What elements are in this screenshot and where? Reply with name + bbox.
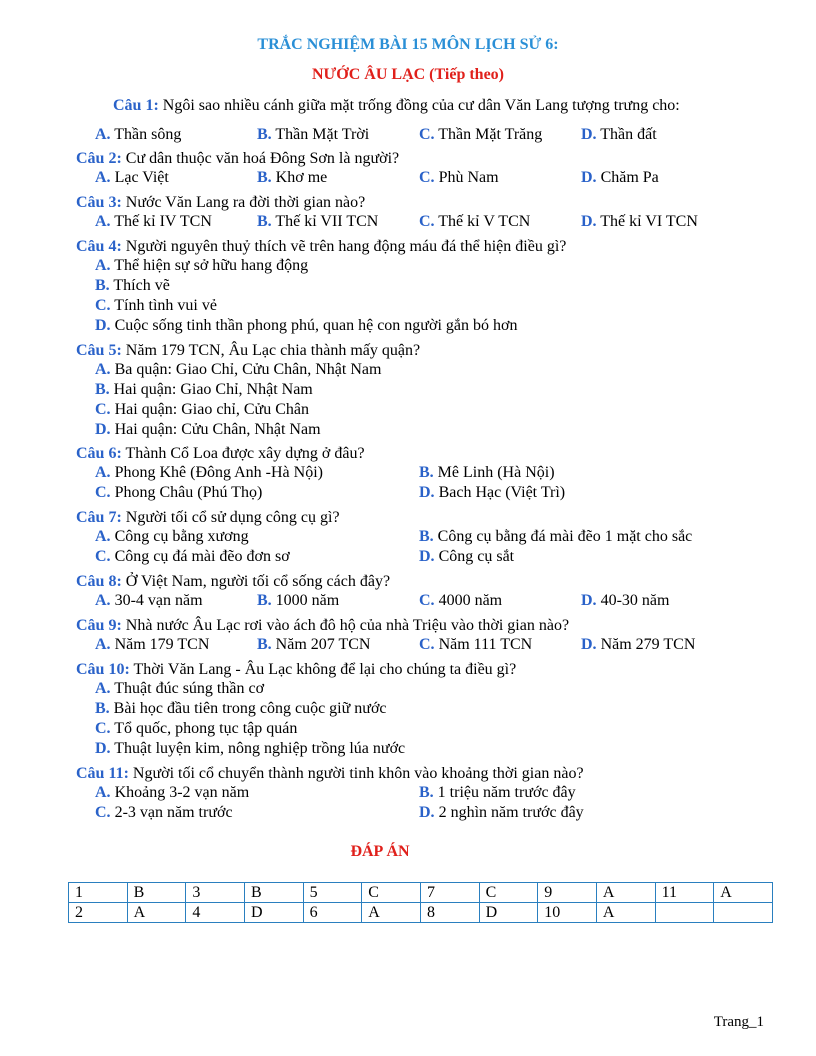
option-letter: C. xyxy=(95,401,111,418)
option-c xyxy=(419,169,499,187)
option-text: Mê Linh (Hà Nội) xyxy=(437,464,555,481)
answer-cell: 9 xyxy=(538,883,597,903)
option-text: Thần sông xyxy=(114,126,182,143)
question-2 xyxy=(76,149,399,169)
option-text: 30-4 vạn năm xyxy=(114,592,203,609)
option-b xyxy=(95,381,313,399)
option-letter: A. xyxy=(95,169,111,186)
option-text: Hai quận: Cửu Chân, Nhật Nam xyxy=(114,421,321,438)
question-1 xyxy=(113,96,680,116)
option-c xyxy=(419,636,532,654)
option-letter: D. xyxy=(419,804,435,821)
option-d xyxy=(581,592,669,610)
answer-cell: A xyxy=(596,883,655,903)
option-text: Công cụ bằng đá mài đẽo 1 mặt cho sắc xyxy=(437,528,693,545)
question-text: Người nguyên thuỷ thích vẽ trên hang động máu đá thể hiện điều gì? xyxy=(125,238,567,255)
answer-cell: C xyxy=(362,883,421,903)
option-text: Công cụ sắt xyxy=(438,548,515,565)
option-text: 1000 năm xyxy=(275,592,340,609)
option-letter: D. xyxy=(95,740,111,757)
option-text: 40-30 năm xyxy=(600,592,670,609)
question-3 xyxy=(76,193,365,213)
option-letter: D. xyxy=(581,213,597,230)
option-letter: D. xyxy=(95,421,111,438)
option-text: Khơ me xyxy=(275,169,328,186)
question-text: Người tối cổ sử dụng công cụ gì? xyxy=(125,509,340,526)
option-b xyxy=(95,277,170,295)
option-letter: D. xyxy=(95,317,111,334)
option-letter: D. xyxy=(581,126,597,143)
option-text: Thế kỉ VI TCN xyxy=(600,213,698,230)
option-b xyxy=(419,784,576,802)
question-text: Năm 179 TCN, Âu Lạc chia thành mấy quận? xyxy=(125,342,421,359)
option-c xyxy=(95,297,217,315)
option-a xyxy=(95,169,169,187)
option-text: Cuộc sống tinh thần phong phú, quan hệ con người gắn bó hơn xyxy=(114,317,518,334)
option-letter: B. xyxy=(257,169,272,186)
option-text: Năm 279 TCN xyxy=(600,636,696,653)
option-text: Năm 179 TCN xyxy=(114,636,210,653)
question-4 xyxy=(76,237,566,257)
page-subtitle: NƯỚC ÂU LẠC (Tiếp theo) xyxy=(312,66,504,83)
option-letter: C. xyxy=(95,484,111,501)
option-text: Công cụ đá mài đẽo đơn sơ xyxy=(114,548,290,565)
option-text: Khoảng 3-2 vạn năm xyxy=(114,784,250,801)
answer-cell: A xyxy=(714,883,773,903)
option-d xyxy=(581,636,695,654)
option-d xyxy=(581,126,657,144)
option-letter: B. xyxy=(257,636,272,653)
answer-cell: 1 xyxy=(69,883,128,903)
option-b xyxy=(257,169,327,187)
option-letter: A. xyxy=(95,528,111,545)
answer-cell: D xyxy=(244,903,303,923)
option-letter: A. xyxy=(95,361,111,378)
answer-cell: 6 xyxy=(303,903,362,923)
answer-cell: 2 xyxy=(69,903,128,923)
answer-cell: A xyxy=(596,903,655,923)
option-letter: B. xyxy=(95,277,110,294)
question-text: Thời Văn Lang - Âu Lạc không để lại cho chúng ta điều gì? xyxy=(133,661,517,678)
option-letter: D. xyxy=(581,592,597,609)
option-text: Thế kỉ VII TCN xyxy=(275,213,379,230)
option-c xyxy=(95,720,297,738)
answer-cell: A xyxy=(362,903,421,923)
option-letter: A. xyxy=(95,213,111,230)
question-text: Ngôi sao nhiều cánh giữa mặt trống đồng của cư dân Văn Lang tượng trưng cho: xyxy=(162,97,680,114)
option-d xyxy=(419,484,565,502)
question-5 xyxy=(76,341,420,361)
option-c xyxy=(95,548,290,566)
option-text: Thần đất xyxy=(600,126,657,143)
option-letter: B. xyxy=(419,528,434,545)
option-b xyxy=(257,126,369,144)
question-text: Ở Việt Nam, người tối cổ sống cách đây? xyxy=(125,573,391,590)
option-d xyxy=(95,317,517,335)
option-text: Lạc Việt xyxy=(114,169,169,186)
option-letter: B. xyxy=(257,126,272,143)
option-text: Thích vẽ xyxy=(113,277,170,294)
question-number: Câu 9: xyxy=(76,617,122,634)
question-number: Câu 2: xyxy=(76,150,122,167)
option-text: Phong Khê (Đông Anh -Hà Nội) xyxy=(114,464,323,481)
option-text: Thế kỉ IV TCN xyxy=(114,213,212,230)
answer-row xyxy=(69,883,773,903)
option-text: Phù Nam xyxy=(438,169,499,186)
question-number: Câu 3: xyxy=(76,194,122,211)
option-a xyxy=(95,361,381,379)
option-letter: A. xyxy=(95,257,111,274)
answer-table xyxy=(68,882,773,923)
option-c xyxy=(419,126,542,144)
option-text: Thuật luyện kim, nông nghiệp trồng lúa nước xyxy=(114,740,406,757)
answer-cell: B xyxy=(127,883,186,903)
question-number: Câu 6: xyxy=(76,445,122,462)
option-text: 1 triệu năm trước đây xyxy=(437,784,576,801)
answer-cell: 3 xyxy=(186,883,245,903)
option-letter: A. xyxy=(95,464,111,481)
option-letter: A. xyxy=(95,126,111,143)
option-text: Bach Hạc (Việt Trì) xyxy=(438,484,566,501)
option-d xyxy=(419,548,514,566)
option-letter: C. xyxy=(419,213,435,230)
answer-cell: 5 xyxy=(303,883,362,903)
option-letter: A. xyxy=(95,784,111,801)
option-letter: D. xyxy=(581,169,597,186)
option-letter: C. xyxy=(419,592,435,609)
option-text: Tổ quốc, phong tục tập quán xyxy=(114,720,298,737)
answer-cell: 7 xyxy=(420,883,479,903)
question-number: Câu 11: xyxy=(76,765,129,782)
option-letter: B. xyxy=(95,381,110,398)
page-footer: Trang_1 xyxy=(713,1014,764,1030)
option-text: Phong Châu (Phú Thọ) xyxy=(114,484,263,501)
option-c xyxy=(95,484,262,502)
question-9 xyxy=(76,616,569,636)
option-a xyxy=(95,528,249,546)
option-a xyxy=(95,636,209,654)
question-text: Thành Cổ Loa được xây dựng ở đâu? xyxy=(125,445,365,462)
option-text: Thần Mặt Trời xyxy=(275,126,370,143)
question-text: Nhà nước Âu Lạc rơi vào ách đô hộ của nhà Triệu vào thời gian nào? xyxy=(125,617,570,634)
option-letter: B. xyxy=(419,464,434,481)
option-c xyxy=(95,401,309,419)
option-text: Năm 207 TCN xyxy=(275,636,371,653)
question-11 xyxy=(76,764,584,784)
question-text: Người tối cổ chuyển thành người tinh khôn vào khoảng thời gian nào? xyxy=(132,765,584,782)
option-text: Bài học đầu tiên trong công cuộc giữ nước xyxy=(113,700,387,717)
question-number: Câu 7: xyxy=(76,509,122,526)
option-text: Năm 111 TCN xyxy=(438,636,533,653)
question-number: Câu 4: xyxy=(76,238,122,255)
option-d xyxy=(581,169,659,187)
option-a xyxy=(95,784,249,802)
option-text: Công cụ bằng xương xyxy=(114,528,249,545)
option-text: Thế kỉ V TCN xyxy=(438,213,531,230)
option-text: Thần Mặt Trăng xyxy=(438,126,543,143)
option-text: 2-3 vạn năm trước xyxy=(114,804,233,821)
option-letter: B. xyxy=(95,700,110,717)
option-b xyxy=(257,636,370,654)
question-number: Câu 8: xyxy=(76,573,122,590)
option-letter: B. xyxy=(419,784,434,801)
option-letter: C. xyxy=(419,126,435,143)
option-a xyxy=(95,592,203,610)
option-letter: C. xyxy=(419,169,435,186)
question-8 xyxy=(76,572,390,592)
option-letter: D. xyxy=(419,484,435,501)
question-text: Nước Văn Lang ra đời thời gian nào? xyxy=(125,194,366,211)
option-d xyxy=(95,421,321,439)
answer-cell: A xyxy=(127,903,186,923)
question-10 xyxy=(76,660,516,680)
question-text: Cư dân thuộc văn hoá Đông Sơn là người? xyxy=(125,150,400,167)
option-letter: C. xyxy=(95,720,111,737)
answer-cell: 4 xyxy=(186,903,245,923)
answers-title: ĐÁP ÁN xyxy=(350,843,410,860)
option-letter: D. xyxy=(419,548,435,565)
question-number: Câu 10: xyxy=(76,661,130,678)
option-letter: C. xyxy=(419,636,435,653)
option-letter: B. xyxy=(257,592,272,609)
option-a xyxy=(95,257,308,275)
answer-cell xyxy=(714,903,773,923)
option-letter: C. xyxy=(95,297,111,314)
answer-row xyxy=(69,903,773,923)
option-letter: D. xyxy=(581,636,597,653)
option-b xyxy=(95,700,387,718)
answer-cell: 11 xyxy=(655,883,714,903)
option-text: Ba quận: Giao Chỉ, Cửu Chân, Nhật Nam xyxy=(114,361,382,378)
option-c xyxy=(419,213,530,231)
option-letter: A. xyxy=(95,592,111,609)
answer-cell: B xyxy=(244,883,303,903)
option-letter: C. xyxy=(95,804,111,821)
option-a xyxy=(95,213,212,231)
option-b xyxy=(419,464,555,482)
answer-cell xyxy=(655,903,714,923)
answer-cell: 8 xyxy=(420,903,479,923)
option-letter: C. xyxy=(95,548,111,565)
option-b xyxy=(257,592,339,610)
option-text: 4000 năm xyxy=(438,592,503,609)
option-letter: A. xyxy=(95,680,111,697)
option-b xyxy=(419,528,692,546)
option-a xyxy=(95,464,323,482)
option-d xyxy=(581,213,698,231)
option-d xyxy=(419,804,584,822)
question-6 xyxy=(76,444,365,464)
option-text: Thể hiện sự sở hữu hang động xyxy=(114,257,309,274)
option-text: 2 nghìn năm trước đây xyxy=(438,804,584,821)
option-text: Hai quận: Giao chỉ, Cửu Chân xyxy=(114,401,309,418)
option-text: Chăm Pa xyxy=(600,169,659,186)
option-text: Tính tình vui vẻ xyxy=(114,297,217,314)
question-number: Câu 5: xyxy=(76,342,122,359)
option-a xyxy=(95,126,181,144)
option-text: Thuật đúc súng thần cơ xyxy=(114,680,265,697)
option-a xyxy=(95,680,264,698)
answer-cell: C xyxy=(479,883,538,903)
option-letter: B. xyxy=(257,213,272,230)
page-title: TRẮC NGHIỆM BÀI 15 MÔN LỊCH SỬ 6: xyxy=(257,36,559,53)
answer-cell: 10 xyxy=(538,903,597,923)
option-c xyxy=(95,804,233,822)
option-text: Hai quận: Giao Chỉ, Nhật Nam xyxy=(113,381,313,398)
option-letter: A. xyxy=(95,636,111,653)
option-d xyxy=(95,740,405,758)
question-number: Câu 1: xyxy=(113,97,159,114)
option-b xyxy=(257,213,378,231)
option-c xyxy=(419,592,502,610)
answer-cell: D xyxy=(479,903,538,923)
question-7 xyxy=(76,508,340,528)
